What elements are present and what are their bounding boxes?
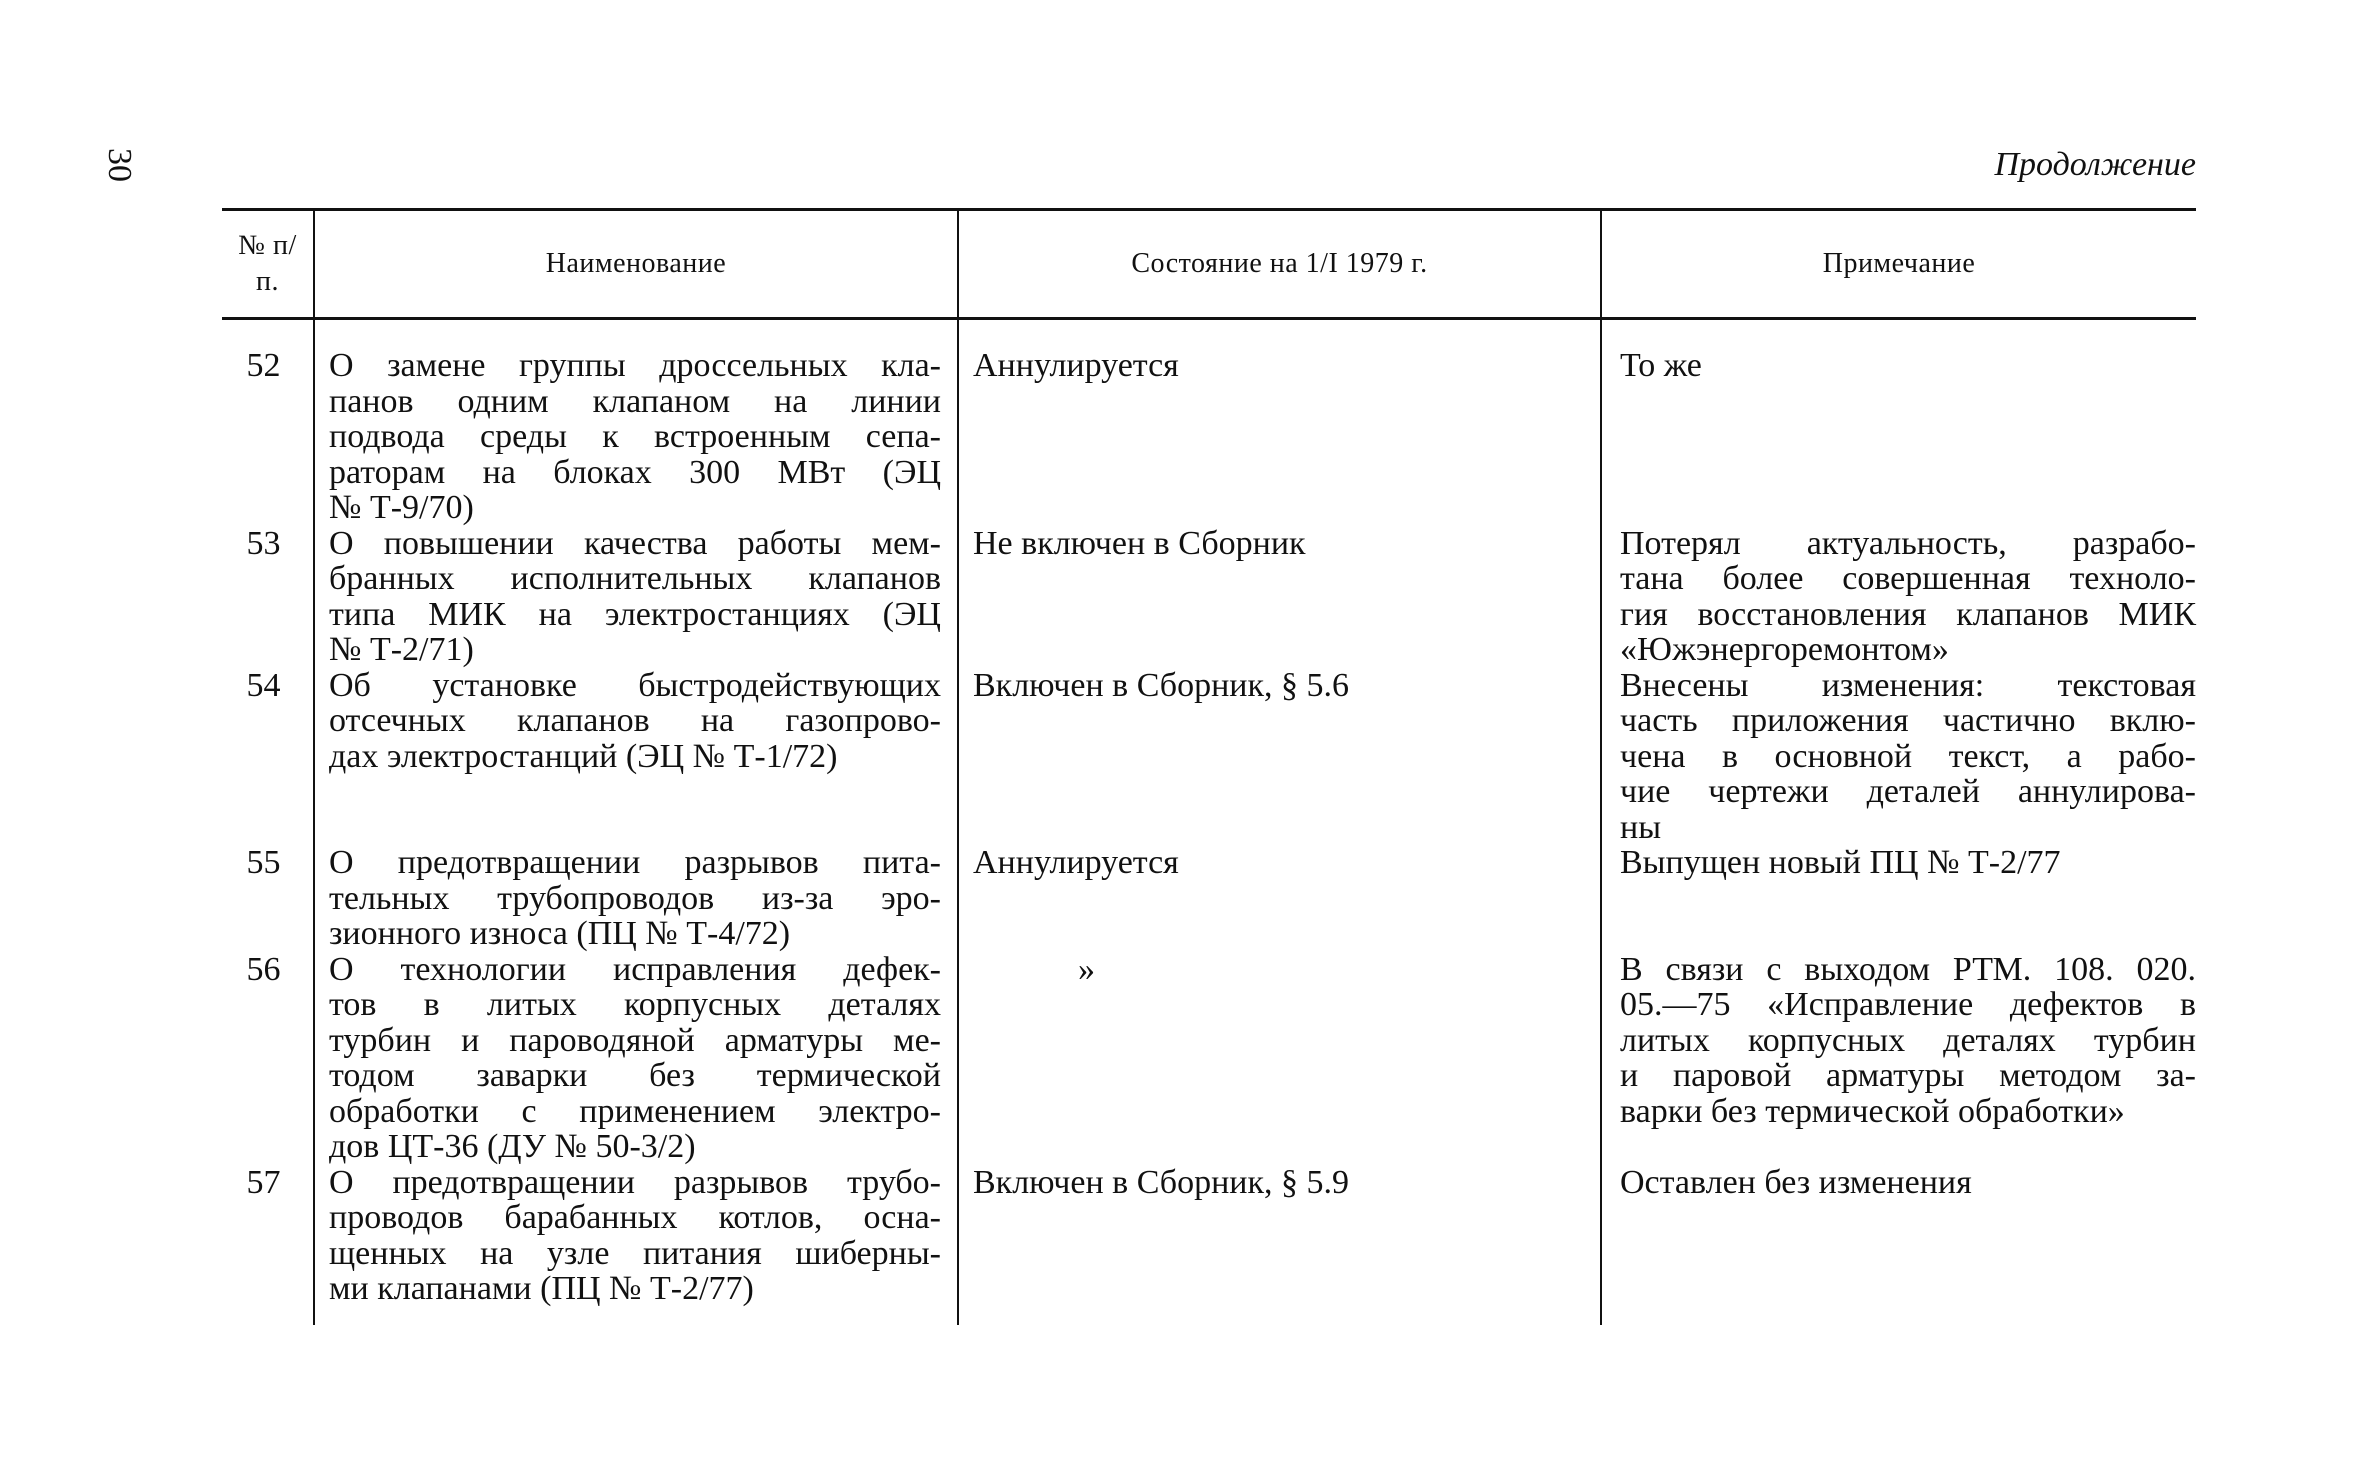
row-note (1601, 526, 2196, 668)
header-note: Примечание (1601, 210, 2196, 319)
name-line: турбин и пароводяной арматуры ме- (329, 1021, 941, 1059)
note-line: То же (1620, 347, 1702, 384)
row-number: 55 (246, 844, 281, 881)
row-name (314, 526, 958, 668)
row-name (314, 668, 958, 846)
note-line: литых корпусных деталях турбин (1620, 1021, 2196, 1059)
state-text: Аннулируется (973, 844, 1179, 881)
name-line: № Т-2/71) (329, 631, 474, 668)
note-line: варки без термической обработки» (1620, 1092, 2125, 1130)
name-line: бранных исполнительных клапанов (329, 560, 941, 597)
state-text: Не включен в Сборник (973, 524, 1306, 562)
name-line: О предотвращении разрывов пита- (329, 844, 941, 881)
header-state: Состояние на 1/I 1979 г. (958, 210, 1601, 319)
table-row (222, 845, 2196, 952)
note-line: ны (1620, 808, 1662, 846)
name-line: О предотвращении разрывов трубо- (329, 1163, 941, 1201)
table-row (222, 319, 2196, 526)
name-line: № Т-9/70) (329, 489, 474, 526)
note-line: часть приложения частично вклю- (1620, 702, 2196, 739)
state-text: » (1078, 950, 1095, 988)
name-line: щенных на узле питания шиберны- (329, 1234, 941, 1272)
note-line: 05.—75 «Исправление дефектов в (1620, 986, 2196, 1023)
name-line: О технологии исправления дефек- (329, 950, 941, 988)
row-number: 57 (246, 1163, 281, 1201)
name-line: ми клапанами (ПЦ № Т-2/77) (329, 1270, 754, 1307)
state-text: Аннулируется (973, 347, 1179, 384)
name-line: панов одним клапаном на линии (329, 382, 941, 420)
page-number: 30 (101, 148, 138, 182)
name-line: О повышении качества работы мем- (329, 524, 941, 562)
note-line: и паровой арматуры методом за- (1620, 1057, 2196, 1094)
name-line: подвода среды к встроенным сепа- (329, 418, 941, 455)
name-line: проводов барабанных котлов, осна- (329, 1199, 941, 1236)
row-name (314, 845, 958, 952)
row-note (1601, 668, 2196, 846)
state-text: Включен в Сборник, § 5.6 (973, 666, 1350, 704)
row-state (958, 526, 1601, 668)
status-table (222, 208, 2196, 1325)
row-state (958, 952, 1601, 1165)
row-number: 52 (246, 347, 281, 384)
note-line: «Южэнергоремонтом» (1620, 631, 1949, 668)
header-name: Наименование (314, 210, 958, 319)
name-line: типа МИК на электростанциях (ЭЦ (329, 595, 941, 633)
note-line: чена в основной текст, а рабо- (1620, 737, 2196, 775)
note-line: тана более совершенная техноло- (1620, 560, 2196, 597)
table-header-row (222, 210, 2196, 319)
row-name (314, 952, 958, 1165)
table-row (222, 526, 2196, 668)
name-line: тов в литых корпусных деталях (329, 986, 941, 1023)
row-state (958, 319, 1601, 526)
header-number: № п/п. (222, 210, 314, 319)
note-line: Оставлен без изменения (1620, 1163, 1972, 1201)
row-number: 56 (246, 950, 281, 988)
name-line: раторам на блоках 300 МВт (ЭЦ (329, 453, 941, 491)
row-number: 54 (246, 666, 281, 704)
name-line: обработки с применением электро- (329, 1092, 941, 1130)
row-state (958, 1165, 1601, 1325)
row-state (958, 668, 1601, 846)
row-note (1601, 952, 2196, 1165)
note-line: Потерял актуальность, разрабо- (1620, 524, 2196, 562)
name-line: Об установке быстродействующих (329, 666, 941, 704)
continuation-label: Продолжение (1994, 146, 2196, 183)
table-row (222, 1165, 2196, 1325)
name-line: тельных трубопроводов из-за эро- (329, 879, 941, 917)
row-note (1601, 845, 2196, 952)
table-row (222, 952, 2196, 1165)
row-name (314, 1165, 958, 1325)
name-line: дах электростанций (ЭЦ № Т-1/72) (329, 737, 838, 775)
row-note (1601, 1165, 2196, 1325)
note-line: Внесены изменения: текстовая (1620, 666, 2196, 704)
name-line: отсечных клапанов на газопрово- (329, 702, 941, 739)
name-line: зионного износа (ПЦ № Т-4/72) (329, 915, 791, 952)
row-number: 53 (246, 524, 281, 562)
row-note (1601, 319, 2196, 526)
name-line: тодом заварки без термической (329, 1057, 941, 1094)
table-row (222, 668, 2196, 846)
state-text: Включен в Сборник, § 5.9 (973, 1163, 1350, 1201)
row-state (958, 845, 1601, 952)
name-line: дов ЦТ-36 (ДУ № 50-3/2) (329, 1128, 696, 1165)
note-line: чие чертежи деталей аннулирова- (1620, 773, 2196, 810)
row-name (314, 319, 958, 526)
note-line: В связи с выходом РТМ. 108. 020. (1620, 950, 2196, 988)
name-line: О замене группы дроссельных кла- (329, 347, 941, 384)
note-line: Выпущен новый ПЦ № Т-2/77 (1620, 844, 2061, 881)
note-line: гия восстановления клапанов МИК (1620, 595, 2196, 633)
